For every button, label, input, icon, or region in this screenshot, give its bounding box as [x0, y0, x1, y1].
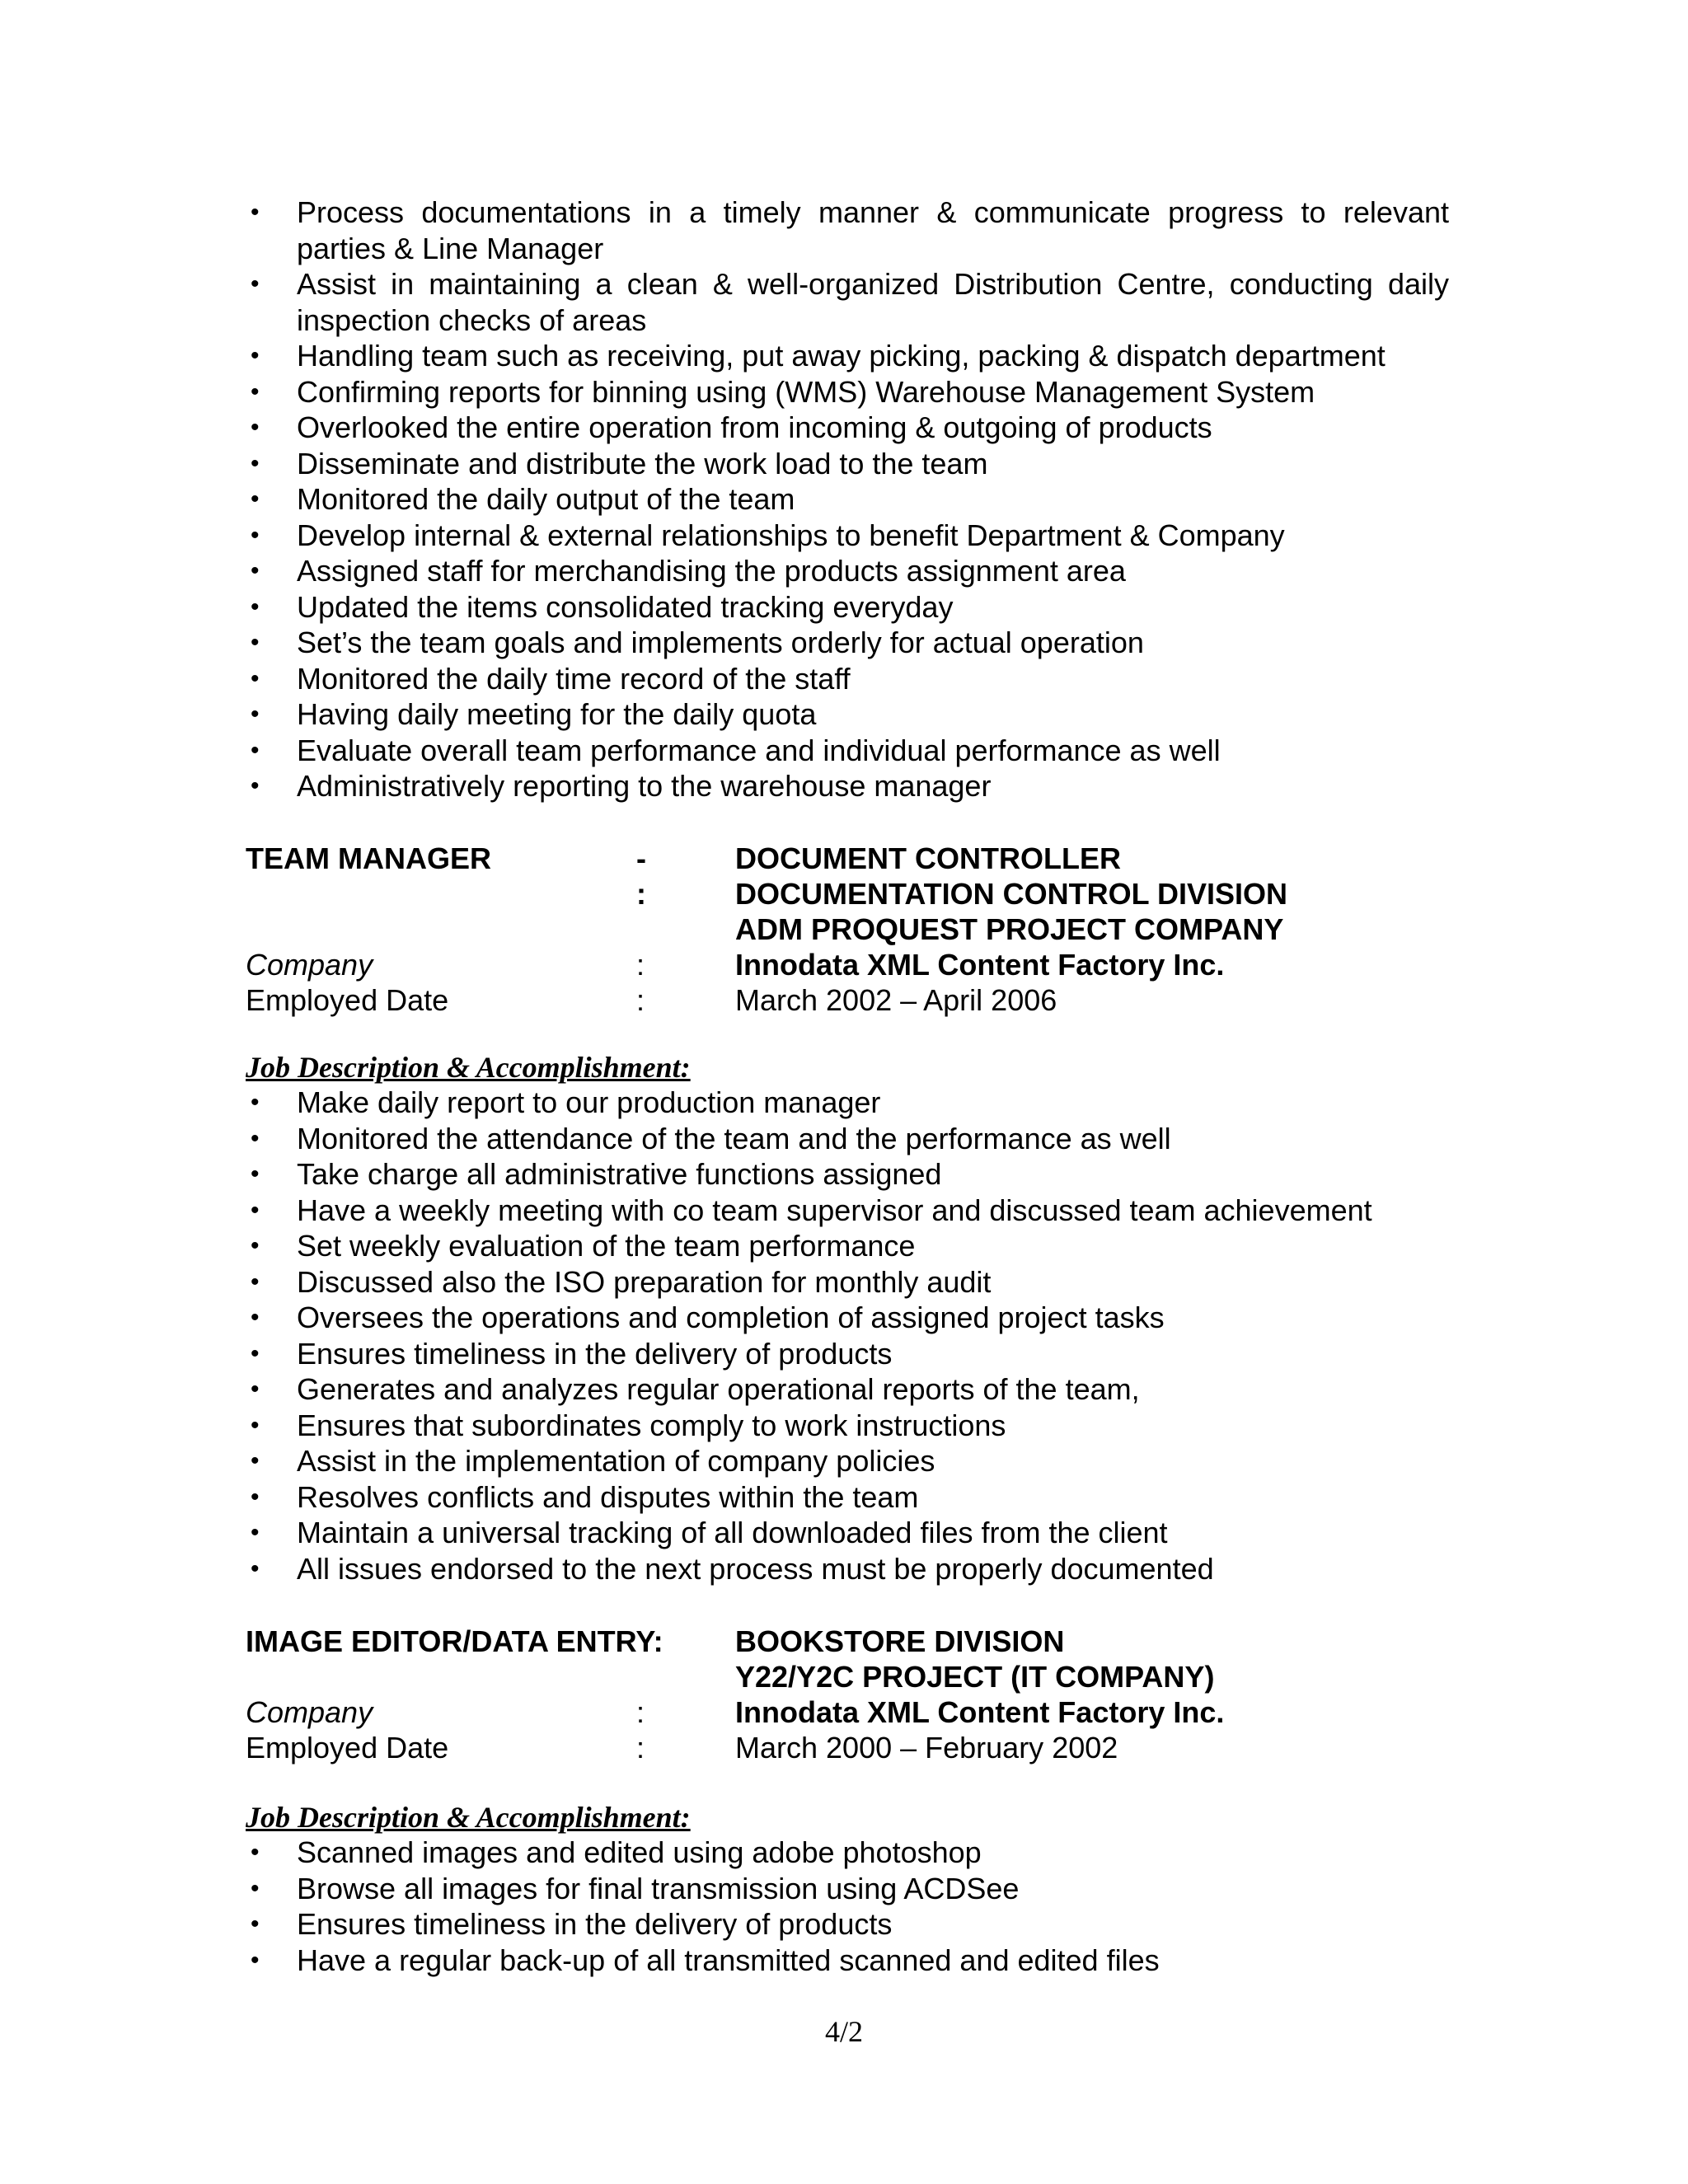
list-item-text: All issues endorsed to the next process must be properly documented: [297, 1551, 1214, 1586]
list-item-text: Develop internal & external relationships to benefit Department & Company: [297, 518, 1285, 552]
list-item: [246, 1193, 1449, 1229]
list-item: [246, 1156, 1449, 1193]
list-item-text: Set’s the team goals and implements orderly for actual operation: [297, 626, 1144, 659]
list-item: [246, 446, 1449, 482]
list-item-text: Ensures timeliness in the delivery of products: [297, 1336, 893, 1371]
list-item: [246, 518, 1449, 554]
bullet-icon: •: [251, 593, 260, 621]
job1-accomplishments-list: [246, 1085, 1449, 1586]
list-item-text: Oversees the operations and completion of assigned project tasks: [297, 1301, 1165, 1334]
date-label: Employed Date: [246, 983, 449, 1017]
responsibilities-list: [246, 194, 1449, 804]
list-item: [246, 1336, 1449, 1372]
job2-accomplishments-list: [246, 1835, 1449, 1978]
list-item-text: Ensures that subordinates comply to work instructions: [297, 1408, 1006, 1442]
list-item-text: Monitored the daily output of the team: [297, 482, 795, 516]
list-item: [246, 374, 1449, 410]
list-item: [246, 733, 1449, 769]
list-item-text: Maintain a universal tracking of all downloaded files from the client: [297, 1516, 1168, 1549]
list-item-text: Make daily report to our production manager: [297, 1085, 881, 1119]
list-item: [246, 1443, 1449, 1479]
bullet-icon: •: [251, 1411, 260, 1439]
list-item-text: Assist in maintaining a clean & well-organized Distribution Centre, conducting daily inspection checks of areas: [297, 267, 1449, 337]
list-item: [246, 1906, 1449, 1943]
bullet-icon: •: [251, 521, 260, 549]
list-item: [246, 1835, 1449, 1871]
bullet-icon: •: [251, 1874, 260, 1902]
list-item: [246, 768, 1449, 804]
bullet-icon: •: [251, 1304, 260, 1331]
bullet-icon: •: [251, 629, 260, 656]
bullet-icon: •: [251, 342, 260, 369]
separator: :: [636, 948, 645, 982]
job-division: BOOKSTORE DIVISION: [735, 1624, 1065, 1658]
bullet-icon: •: [251, 701, 260, 728]
separator: :: [636, 1695, 645, 1729]
job-project: Y22/Y2C PROJECT (IT COMPANY): [735, 1660, 1215, 1694]
bullet-icon: •: [251, 772, 260, 799]
job-description-heading: Job Description & Accomplishment:: [246, 1801, 691, 1834]
employed-date: March 2000 – February 2002: [735, 1731, 1118, 1765]
separator: :: [636, 877, 646, 911]
list-item-text: Set weekly evaluation of the team performance: [297, 1229, 916, 1263]
list-item: [246, 625, 1449, 661]
list-item-text: Monitored the attendance of the team and the performance as well: [297, 1121, 1171, 1155]
list-item: [246, 1943, 1449, 1979]
list-item: [246, 1264, 1449, 1301]
list-item: [246, 1371, 1449, 1408]
list-item-text: Take charge all administrative functions assigned: [297, 1157, 942, 1191]
bullet-icon: •: [251, 1232, 260, 1259]
list-item: [246, 696, 1449, 733]
list-item: [246, 1551, 1449, 1587]
job-entry-image-editor: [246, 1624, 1449, 1765]
list-item-text: Having daily meeting for the daily quota: [297, 697, 817, 731]
list-item-text: Confirming reports for binning using (WMS) Warehouse Management System: [297, 374, 1315, 409]
bullet-icon: •: [251, 664, 260, 692]
list-item: [246, 553, 1449, 589]
job-project: ADM PROQUEST PROJECT COMPANY: [735, 912, 1284, 946]
job-role: DOCUMENT CONTROLLER: [735, 841, 1121, 875]
list-item-text: Evaluate overall team performance and individual performance as well: [297, 733, 1221, 767]
list-item: [246, 589, 1449, 626]
list-item-text: Discussed also the ISO preparation for monthly audit: [297, 1264, 992, 1299]
list-item: [246, 194, 1449, 266]
job-division: DOCUMENTATION CONTROL DIVISION: [735, 877, 1287, 911]
job-entry-team-manager: [246, 841, 1449, 1018]
list-item: [246, 1228, 1449, 1264]
company-name: Innodata XML Content Factory Inc.: [735, 948, 1225, 982]
list-item: [246, 266, 1449, 338]
bullet-icon: •: [251, 377, 260, 405]
page-number: 4/2: [824, 2015, 863, 2048]
list-item: [246, 1300, 1449, 1336]
list-item-text: Scanned images and edited using adobe photoshop: [297, 1835, 982, 1869]
list-item-text: Assigned staff for merchandising the products assignment area: [297, 554, 1126, 588]
bullet-icon: •: [251, 199, 260, 226]
company-name: Innodata XML Content Factory Inc.: [735, 1695, 1225, 1729]
bullet-icon: •: [251, 1268, 260, 1296]
bullet-icon: •: [251, 1089, 260, 1116]
list-item: [246, 1515, 1449, 1551]
list-item: [246, 338, 1449, 374]
bullet-icon: •: [251, 414, 260, 441]
list-item-text: Updated the items consolidated tracking everyday: [297, 589, 954, 624]
list-item-text: Generates and analyzes regular operational reports of the team,: [297, 1372, 1140, 1406]
company-label: Company: [246, 1695, 373, 1729]
list-item: [246, 410, 1449, 446]
list-item-text: Browse all images for final transmission using ACDSee: [297, 1871, 1020, 1905]
list-item: [246, 1085, 1449, 1121]
bullet-icon: •: [251, 449, 260, 477]
list-item-text: Administratively reporting to the warehouse manager: [297, 769, 992, 803]
list-item-text: Disseminate and distribute the work load to the team: [297, 446, 988, 480]
separator: :: [636, 983, 645, 1017]
bullet-icon: •: [251, 485, 260, 513]
list-item-text: Handling team such as receiving, put away picking, packing & dispatch department: [297, 339, 1386, 373]
bullet-icon: •: [251, 736, 260, 764]
bullet-icon: •: [251, 1124, 260, 1152]
list-item-text: Assist in the implementation of company policies: [297, 1444, 935, 1478]
list-item: [246, 1479, 1449, 1516]
bullet-icon: •: [251, 1447, 260, 1474]
bullet-icon: •: [251, 1910, 260, 1938]
job-description-heading: Job Description & Accomplishment:: [246, 1051, 691, 1084]
list-item: [246, 1871, 1449, 1907]
list-item-text: Monitored the daily time record of the staff: [297, 661, 851, 696]
job-title: IMAGE EDITOR/DATA ENTRY:: [246, 1624, 663, 1658]
list-item-text: Resolves conflicts and disputes within the team: [297, 1479, 919, 1514]
list-item-text: Have a regular back-up of all transmitted scanned and edited files: [297, 1943, 1160, 1977]
bullet-icon: •: [251, 1839, 260, 1866]
company-label: Company: [246, 948, 373, 982]
bullet-icon: •: [251, 1196, 260, 1224]
job-title: TEAM MANAGER: [246, 841, 491, 875]
employed-date: March 2002 – April 2006: [735, 983, 1057, 1017]
separator: -: [636, 841, 646, 875]
bullet-icon: •: [251, 1946, 260, 1974]
list-item-text: Ensures timeliness in the delivery of products: [297, 1907, 893, 1941]
list-item-text: Have a weekly meeting with co team supervisor and discussed team achievement: [297, 1193, 1372, 1227]
list-item-text: Overlooked the entire operation from incoming & outgoing of products: [297, 410, 1212, 444]
bullet-icon: •: [251, 1376, 260, 1403]
bullet-icon: •: [251, 1339, 260, 1367]
separator: :: [636, 1731, 645, 1765]
bullet-icon: •: [251, 270, 260, 298]
list-item-text: Process documentations in a timely manner & communicate progress to relevant parties & Line Manager: [297, 195, 1449, 265]
list-item: [246, 1408, 1449, 1444]
bullet-icon: •: [251, 1483, 260, 1511]
bullet-icon: •: [251, 1554, 260, 1582]
list-item: [246, 661, 1449, 697]
list-item: [246, 481, 1449, 518]
list-item: [246, 1121, 1449, 1157]
date-label: Employed Date: [246, 1731, 449, 1765]
bullet-icon: •: [251, 1519, 260, 1546]
bullet-icon: •: [251, 1160, 260, 1188]
bullet-icon: •: [251, 557, 260, 584]
